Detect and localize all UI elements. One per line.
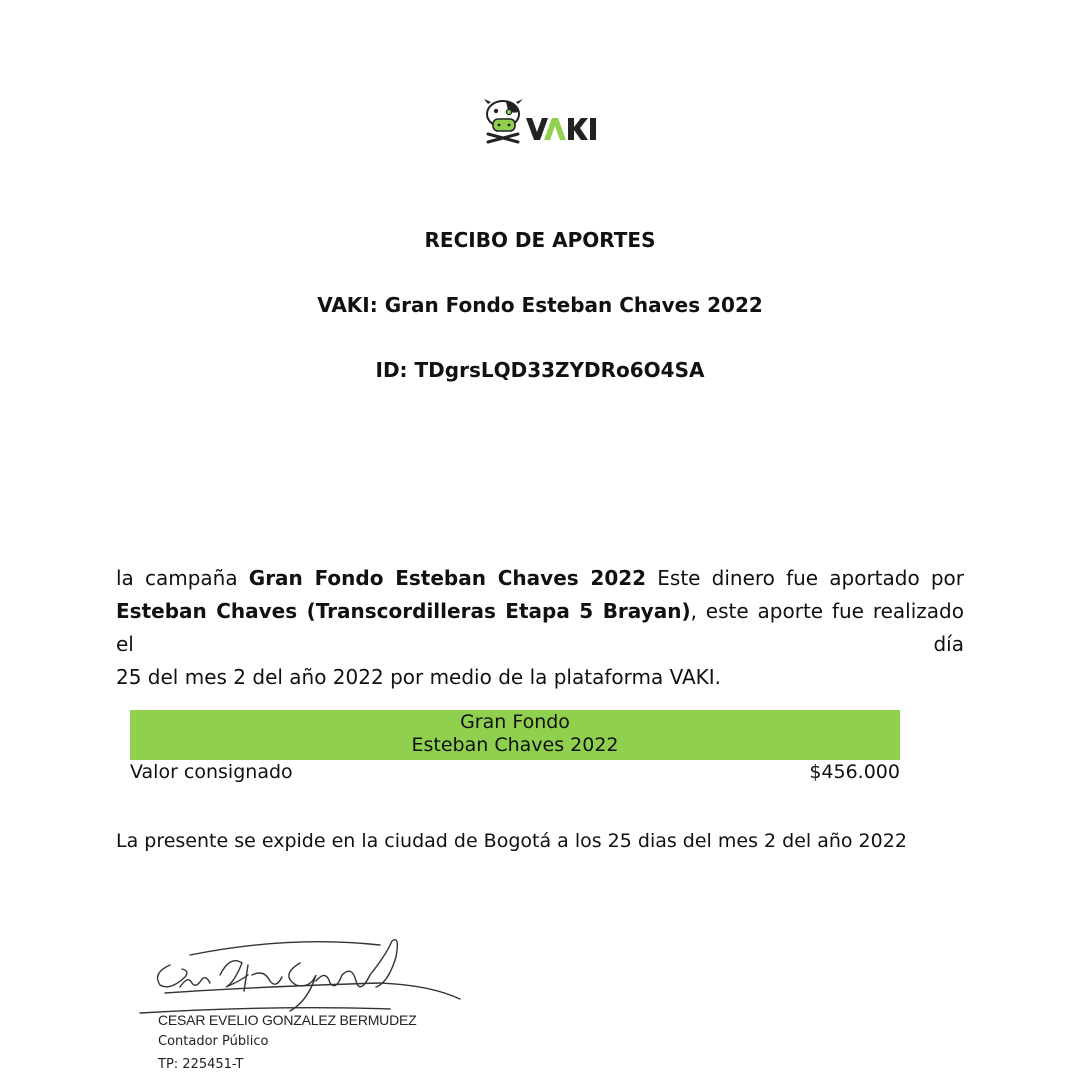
signer-role: Contador Público	[158, 1034, 269, 1049]
paragraph-line-3: 25 del mes 2 del año 2022 por medio de la plataforma VAKI.	[116, 665, 722, 689]
campaign-title: VAKI: Gran Fondo Esteban Chaves 2022	[317, 293, 763, 317]
table-row	[130, 761, 900, 787]
table-header-line-1: Gran Fondo	[460, 711, 570, 733]
contribution-paragraph	[116, 562, 964, 694]
paragraph-line-1	[116, 562, 964, 595]
paragraph-line-2	[116, 595, 964, 661]
line1-suffix: Este dinero fue aportado por	[657, 566, 965, 590]
receipt-title: RECIBO DE APORTES	[424, 228, 656, 252]
signer-tp: TP: 225451-T	[158, 1057, 244, 1072]
handwritten-signature	[130, 925, 470, 1020]
vaki-logo	[482, 96, 602, 146]
campaign-name: Gran Fondo Esteban Chaves 2022	[248, 566, 647, 590]
line1-prefix: la campaña	[116, 566, 238, 590]
contributor-name: Esteban Chaves (Transcordilleras Etapa 5 Brayan)	[116, 599, 691, 623]
table-header-line-2: Esteban Chaves 2022	[411, 734, 619, 756]
row-value: $456.000	[809, 761, 900, 783]
issued-statement: La presente se expide en la ciudad de Bogotá a los 25 dias del mes 2 del año 2022	[116, 830, 907, 852]
cow-mascot-icon	[482, 96, 602, 146]
receipt-id: ID: TDgrsLQD33ZYDRo6O4SA	[375, 358, 705, 382]
row-label: Valor consignado	[130, 761, 293, 783]
line2-suffix: , este aporte fue realizado el día	[116, 599, 964, 656]
signer-name: CESAR EVELIO GONZALEZ BERMUDEZ	[158, 1012, 417, 1028]
summary-table-header	[130, 710, 900, 760]
